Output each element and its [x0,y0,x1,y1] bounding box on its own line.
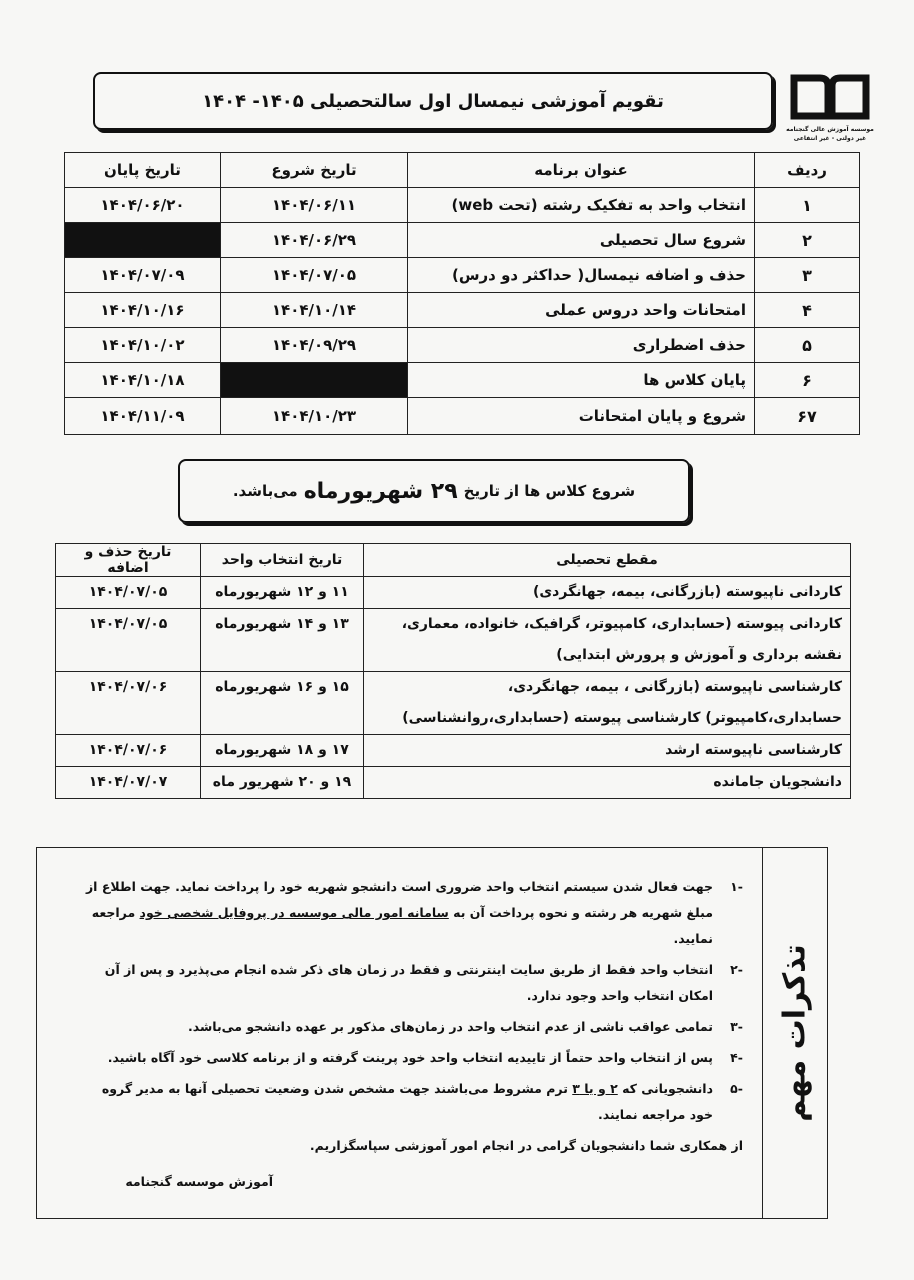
table-row [56,577,851,609]
note-item [83,1076,743,1128]
add-drop-date: ۱۴۰۴/۰۷/۰۷ [56,767,201,799]
note-item [83,1014,743,1040]
academic-calendar-table [64,152,860,435]
note-text [83,874,713,952]
start-date: ۱۴۰۴/۰۶/۲۹ [221,223,408,258]
logo-line-1: موسسه آموزش عالی گنجنامه [786,126,874,133]
selection-date: ۱۹ و ۲۰ شهریور ماه [201,767,364,799]
note-text: پس از انتخاب واحد حتماً از تاییدیه انتخاب واحد خود پرینت گرفته و از برنامه کلاسی خود آگاه باشید. [107,1050,713,1065]
selection-date: ۱۷ و ۱۸ شهریورماه [201,735,364,767]
notes-title: تذکرات مهم [777,944,813,1122]
note-text-part: ترم مشروط می‌باشند جهت مشخص شدن وضعیت تحصیلی آنها به مدیر گروه خود مراجعه نمایند. [101,1081,713,1122]
header-selection-date: تاریخ انتخاب واحد [201,544,364,577]
row-number: ۱ [755,188,860,223]
start-date: ۱۴۰۴/۱۰/۱۴ [221,293,408,328]
note-item [83,957,743,1009]
program-title: شروع و پایان امتحانات [408,398,755,435]
education-level: کارشناسی ناپیوسته ارشد [364,735,851,767]
table-header-row [56,544,851,577]
note-underlined-text: سامانه امور مالی موسسه در پروفایل شخصی خود [139,905,449,920]
course-registration-table [55,543,851,799]
note-number: -۵ [730,1081,743,1096]
table-header-row [65,153,860,188]
page-title: تقویم آموزشی نیمسال اول سالتحصیلی ۱۴۰۵- ۱۴۰۴ [93,72,773,130]
program-title: پایان کلاس ها [408,363,755,398]
note-text: انتخاب واحد فقط از طریق سایت اینترنتی و فقط در زمان های ذکر شده انجام می‌پذیرد و پس از آن امکان انتخاب واحد وجود ندارد. [104,962,713,1003]
start-date: ۱۴۰۴/۱۰/۲۳ [221,398,408,435]
note-number: -۳ [730,1019,743,1034]
institute-logo [780,72,880,152]
end-date: ۱۴۰۴/۱۰/۱۶ [65,293,221,328]
note-text-part: دانشجویانی که [617,1081,713,1096]
education-level: کاردانی ناپیوسته (بازرگانی، بیمه، جهانگردی) [364,577,851,609]
selection-date: ۱۵ و ۱۶ شهریورماه [201,672,364,735]
table-row [56,672,851,735]
redacted-end-date [65,223,221,258]
row-number: ۶۷ [755,398,860,435]
education-level: کاردانی پیوسته (حسابداری، کامپیوتر، گرافیک، خانواده، معماری، نقشه برداری و آموزش و پرورش ابتدایی) [364,609,851,672]
header-program-title: عنوان برنامه [408,153,755,188]
note-item [83,1045,743,1071]
end-date: ۱۴۰۴/۱۰/۱۸ [65,363,221,398]
add-drop-date: ۱۴۰۴/۰۷/۰۵ [56,609,201,672]
row-number: ۴ [755,293,860,328]
table-row [56,735,851,767]
header-education-level: مقطع تحصیلی [364,544,851,577]
row-number: ۶ [755,363,860,398]
class-start-notice [178,459,690,523]
table-row [65,293,860,328]
program-title: حذف اضطراری [408,328,755,363]
header-start-date: تاریخ شروع [221,153,408,188]
table-row [56,767,851,799]
important-notes-box [36,847,828,1219]
add-drop-date: ۱۴۰۴/۰۷/۰۵ [56,577,201,609]
start-date: ۱۴۰۴/۰۹/۲۹ [221,328,408,363]
note-number: -۲ [730,962,743,977]
selection-date: ۱۳ و ۱۴ شهریورماه [201,609,364,672]
notes-list [83,874,743,1195]
add-drop-date: ۱۴۰۴/۰۷/۰۶ [56,672,201,735]
logo-line-2: غیر دولتی - غیر انتفاعی [793,135,867,142]
note-text-part: جهت فعال شدن سیستم انتخاب واحد ضروری است دانشجو شهریه خود را پرداخت نماید. جهت اطلاع از مبلغ شهریه هر رشته و نحوه پرداخت آن به [85,879,713,920]
table-row [65,223,860,258]
note-text: تمامی عواقب ناشی از عدم انتخاب واحد در زمان‌های مذکور بر عهده دانشجو می‌باشد. [188,1019,713,1034]
end-date: ۱۴۰۴/۱۰/۰۲ [65,328,221,363]
selection-date: ۱۱ و ۱۲ شهریورماه [201,577,364,609]
note-text-part: مراجعه نمایید. [91,905,713,946]
row-number: ۵ [755,328,860,363]
header-end-date: تاریخ پایان [65,153,221,188]
row-number: ۳ [755,258,860,293]
table-row [65,258,860,293]
note-text [83,1076,713,1128]
table-row [65,398,860,435]
row-number: ۲ [755,223,860,258]
program-title: انتخاب واحد به تفکیک رشته (تحت web) [408,188,755,223]
notes-side-panel [762,848,827,1218]
header-add-drop-date: تاریخ حذف و اضافه [56,544,201,577]
note-underlined-text: ۲ و یا ۳ [572,1081,618,1096]
redacted-start-date [221,363,408,398]
add-drop-date: ۱۴۰۴/۰۷/۰۶ [56,735,201,767]
education-level: کارشناسی ناپیوسته (بازرگانی ، بیمه، جهانگردی، حسابداری،کامپیوتر) کارشناسی پیوسته (حسابداری،روانشناسی) [364,672,851,735]
table-row [65,363,860,398]
book-logo-icon [780,72,880,124]
end-date: ۱۴۰۴/۰۶/۲۰ [65,188,221,223]
thanks-text: از همکاری شما دانشجویان گرامی در انجام امور آموزشی سپاسگزاریم. [309,1138,743,1153]
note-number: -۴ [730,1050,743,1065]
notice-text-after: می‌باشد. [232,482,298,500]
program-title: شروع سال تحصیلی [408,223,755,258]
start-date: ۱۴۰۴/۰۷/۰۵ [221,258,408,293]
table-row [65,188,860,223]
education-level: دانشجویان جامانده [364,767,851,799]
note-item [83,874,743,952]
note-number: -۱ [730,879,743,894]
header-row-number: ردیف [755,153,860,188]
start-date: ۱۴۰۴/۰۶/۱۱ [221,188,408,223]
end-date: ۱۴۰۴/۰۷/۰۹ [65,258,221,293]
notice-text-before: شروع کلاس ها از تاریخ [463,482,636,500]
program-title: حذف و اضافه نیمسال( حداکثر دو درس) [408,258,755,293]
table-row [65,328,860,363]
end-date: ۱۴۰۴/۱۱/۰۹ [65,398,221,435]
table-row [56,609,851,672]
signature-text: آموزش موسسه گنجنامه [125,1174,273,1189]
program-title: امتحانات واحد دروس عملی [408,293,755,328]
notice-highlight-date: ۲۹ شهریورماه [303,478,458,504]
